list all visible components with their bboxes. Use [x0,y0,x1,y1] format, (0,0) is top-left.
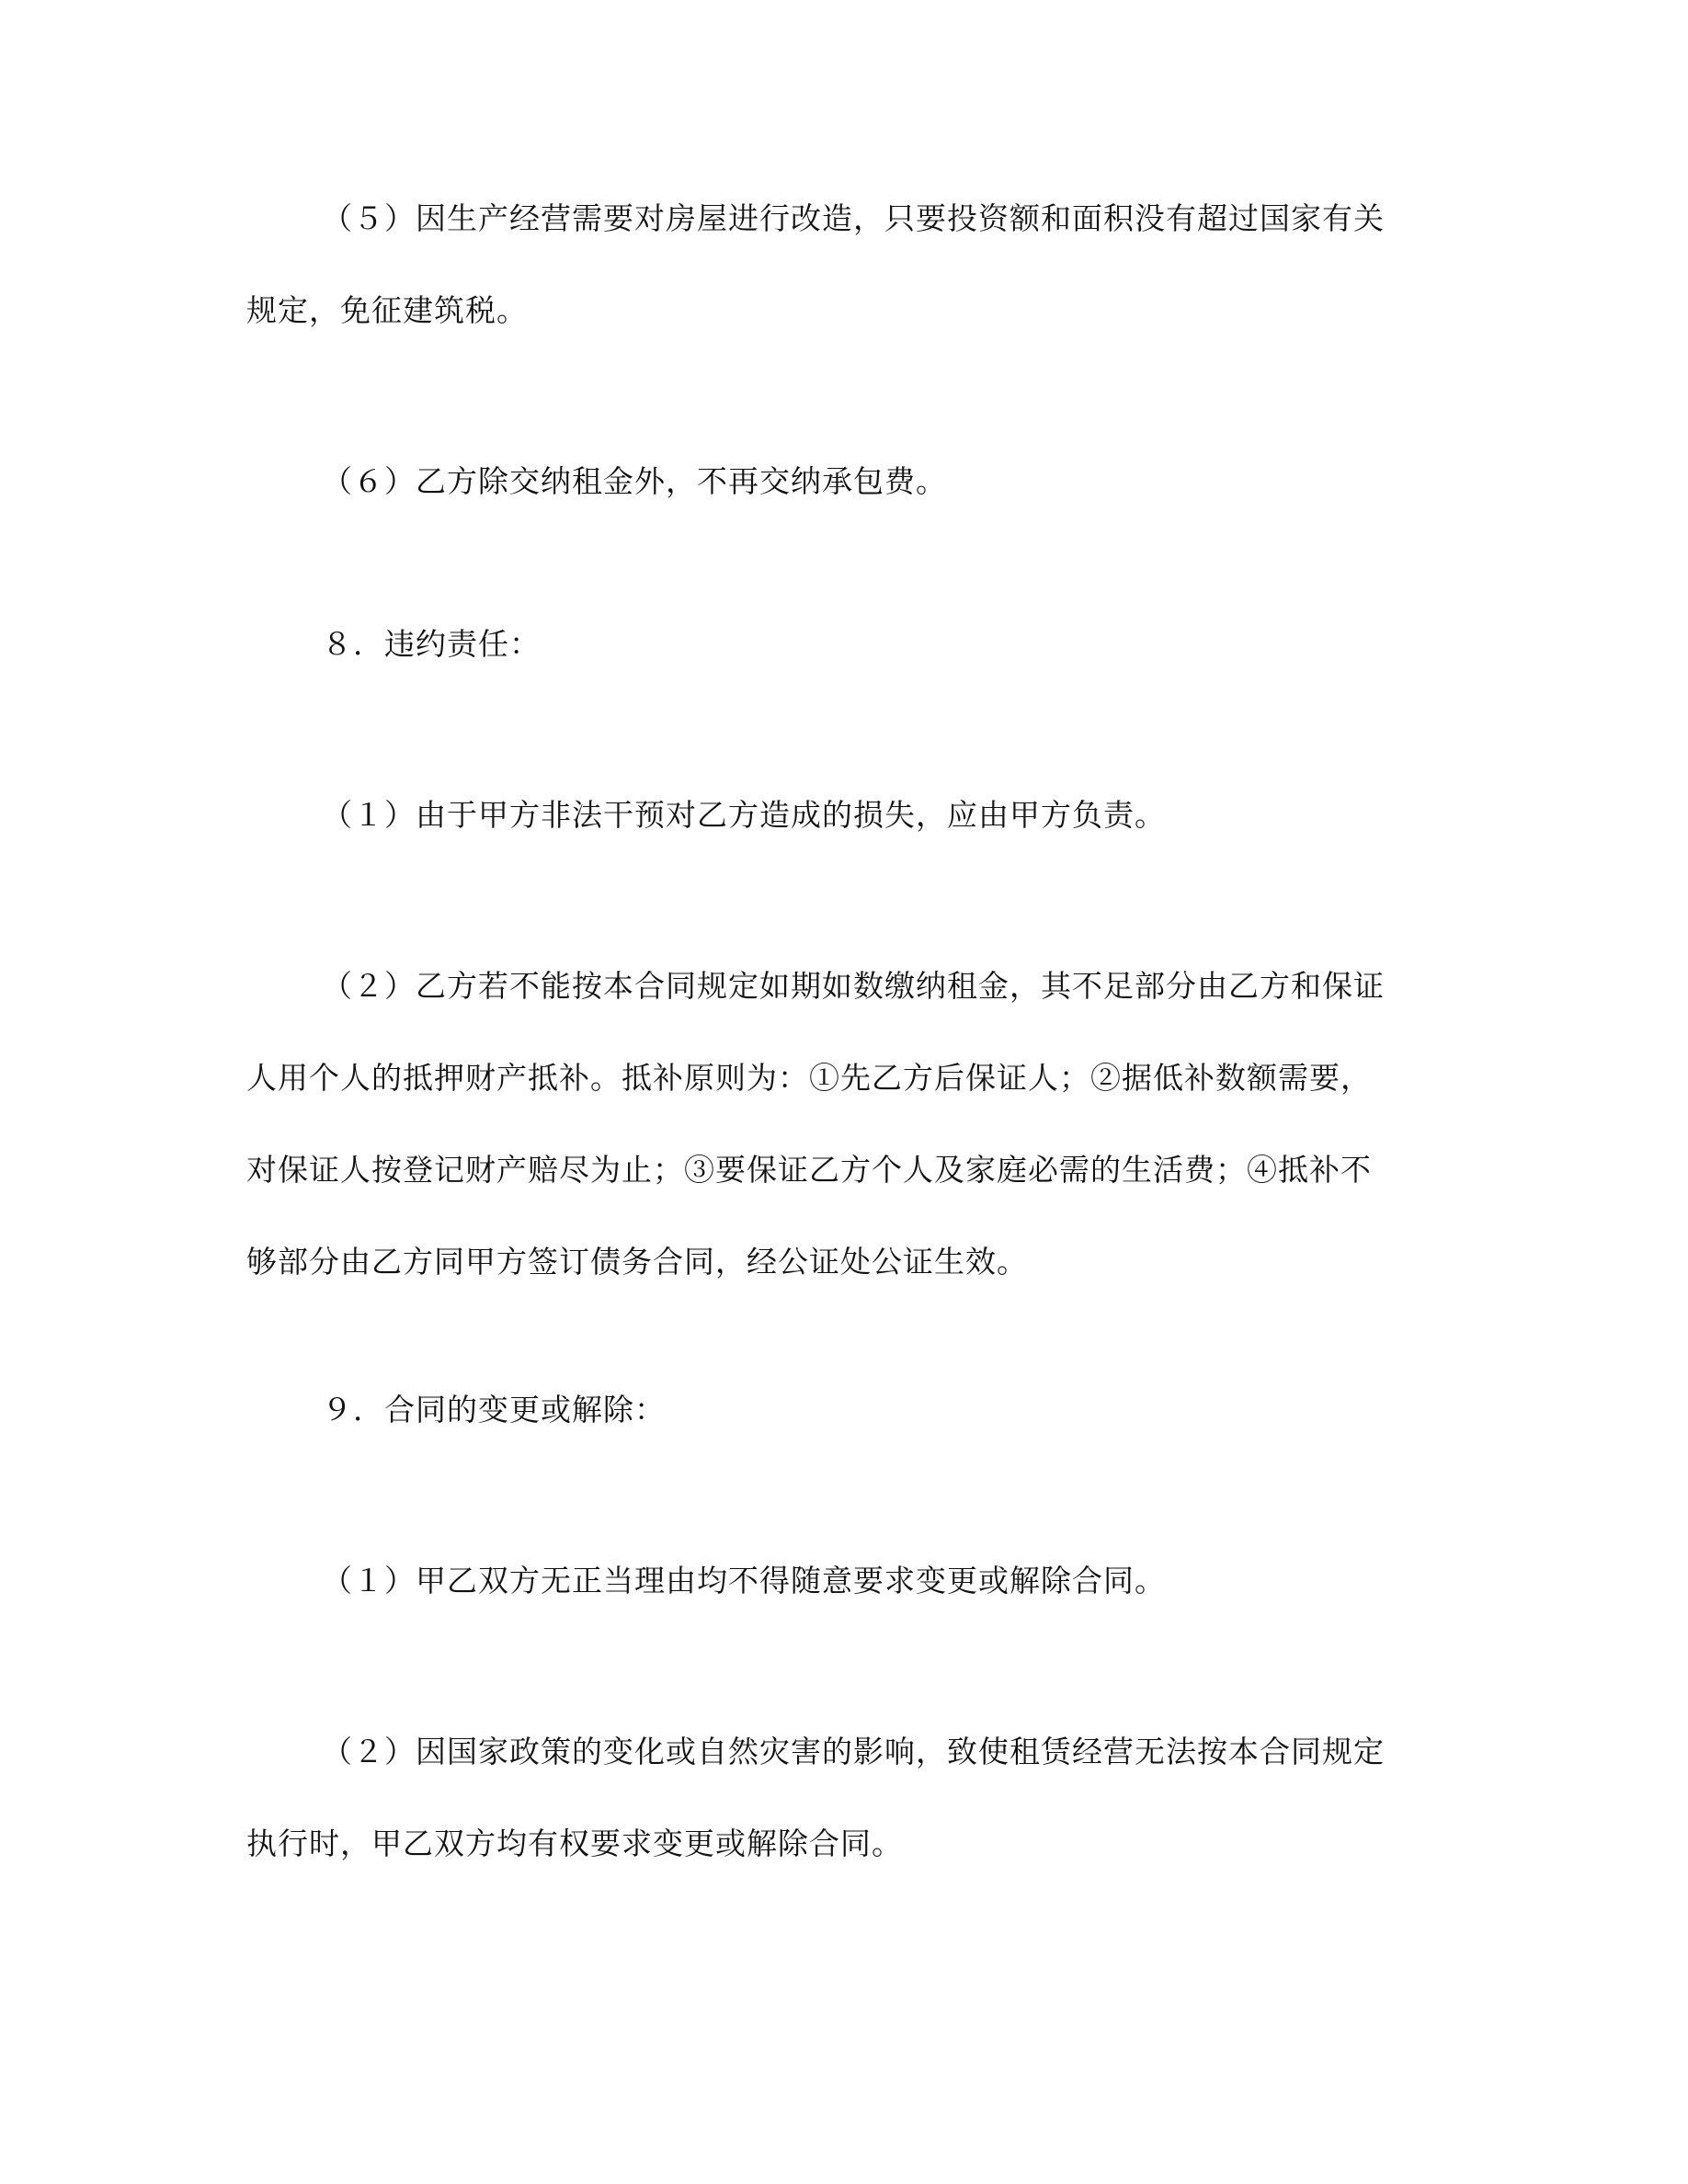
paragraph-9-2 [246,1706,1442,1890]
paragraph-8-1 [246,769,1442,861]
paragraph-line: 够部分由乙方同甲方签订债务合同，经公证处公证生效。 [246,1244,1028,1280]
section-heading-text: ８．违约责任： [322,626,541,662]
paragraph-line: （２）乙方若不能按本合同规定如期如数缴纳租金，其不足部分由乙方和保证 [322,968,1385,1004]
section-heading-8 [246,598,1442,690]
paragraph-line: （２）因国家政策的变化或自然灾害的影响，致使租赁经营无法按本合同规定 [322,1734,1385,1769]
paragraph-line: （６）乙方除交纳租金外，不再交纳承包费。 [322,463,947,499]
paragraph-8-2 [246,940,1442,1308]
paragraph-clause-6 [246,436,1442,528]
paragraph-line: 执行时，甲乙双方均有权要求变更或解除合同。 [246,1826,903,1861]
section-heading-9 [246,1364,1442,1456]
paragraph-line: （１）由于甲方非法干预对乙方造成的损失，应由甲方负责。 [322,797,1166,833]
paragraph-line: 对保证人按登记财产赔尽为止；③要保证乙方个人及家庭必需的生活费；④抵补不 [246,1152,1372,1188]
paragraph-line: （５）因生产经营需要对房屋进行改造，只要投资额和面积没有超过国家有关 [322,200,1385,236]
section-heading-text: ９．合同的变更或解除： [322,1392,666,1428]
paragraph-line: 人用个人的抵押财产抵补。抵补原则为：①先乙方后保证人；②据低补数额需要， [246,1060,1372,1096]
paragraph-line: 规定，免征建筑税。 [246,292,528,328]
paragraph-clause-5 [246,173,1442,357]
paragraph-line: （１）甲乙双方无正当理由均不得随意要求变更或解除合同。 [322,1563,1166,1598]
paragraph-9-1 [246,1535,1442,1627]
